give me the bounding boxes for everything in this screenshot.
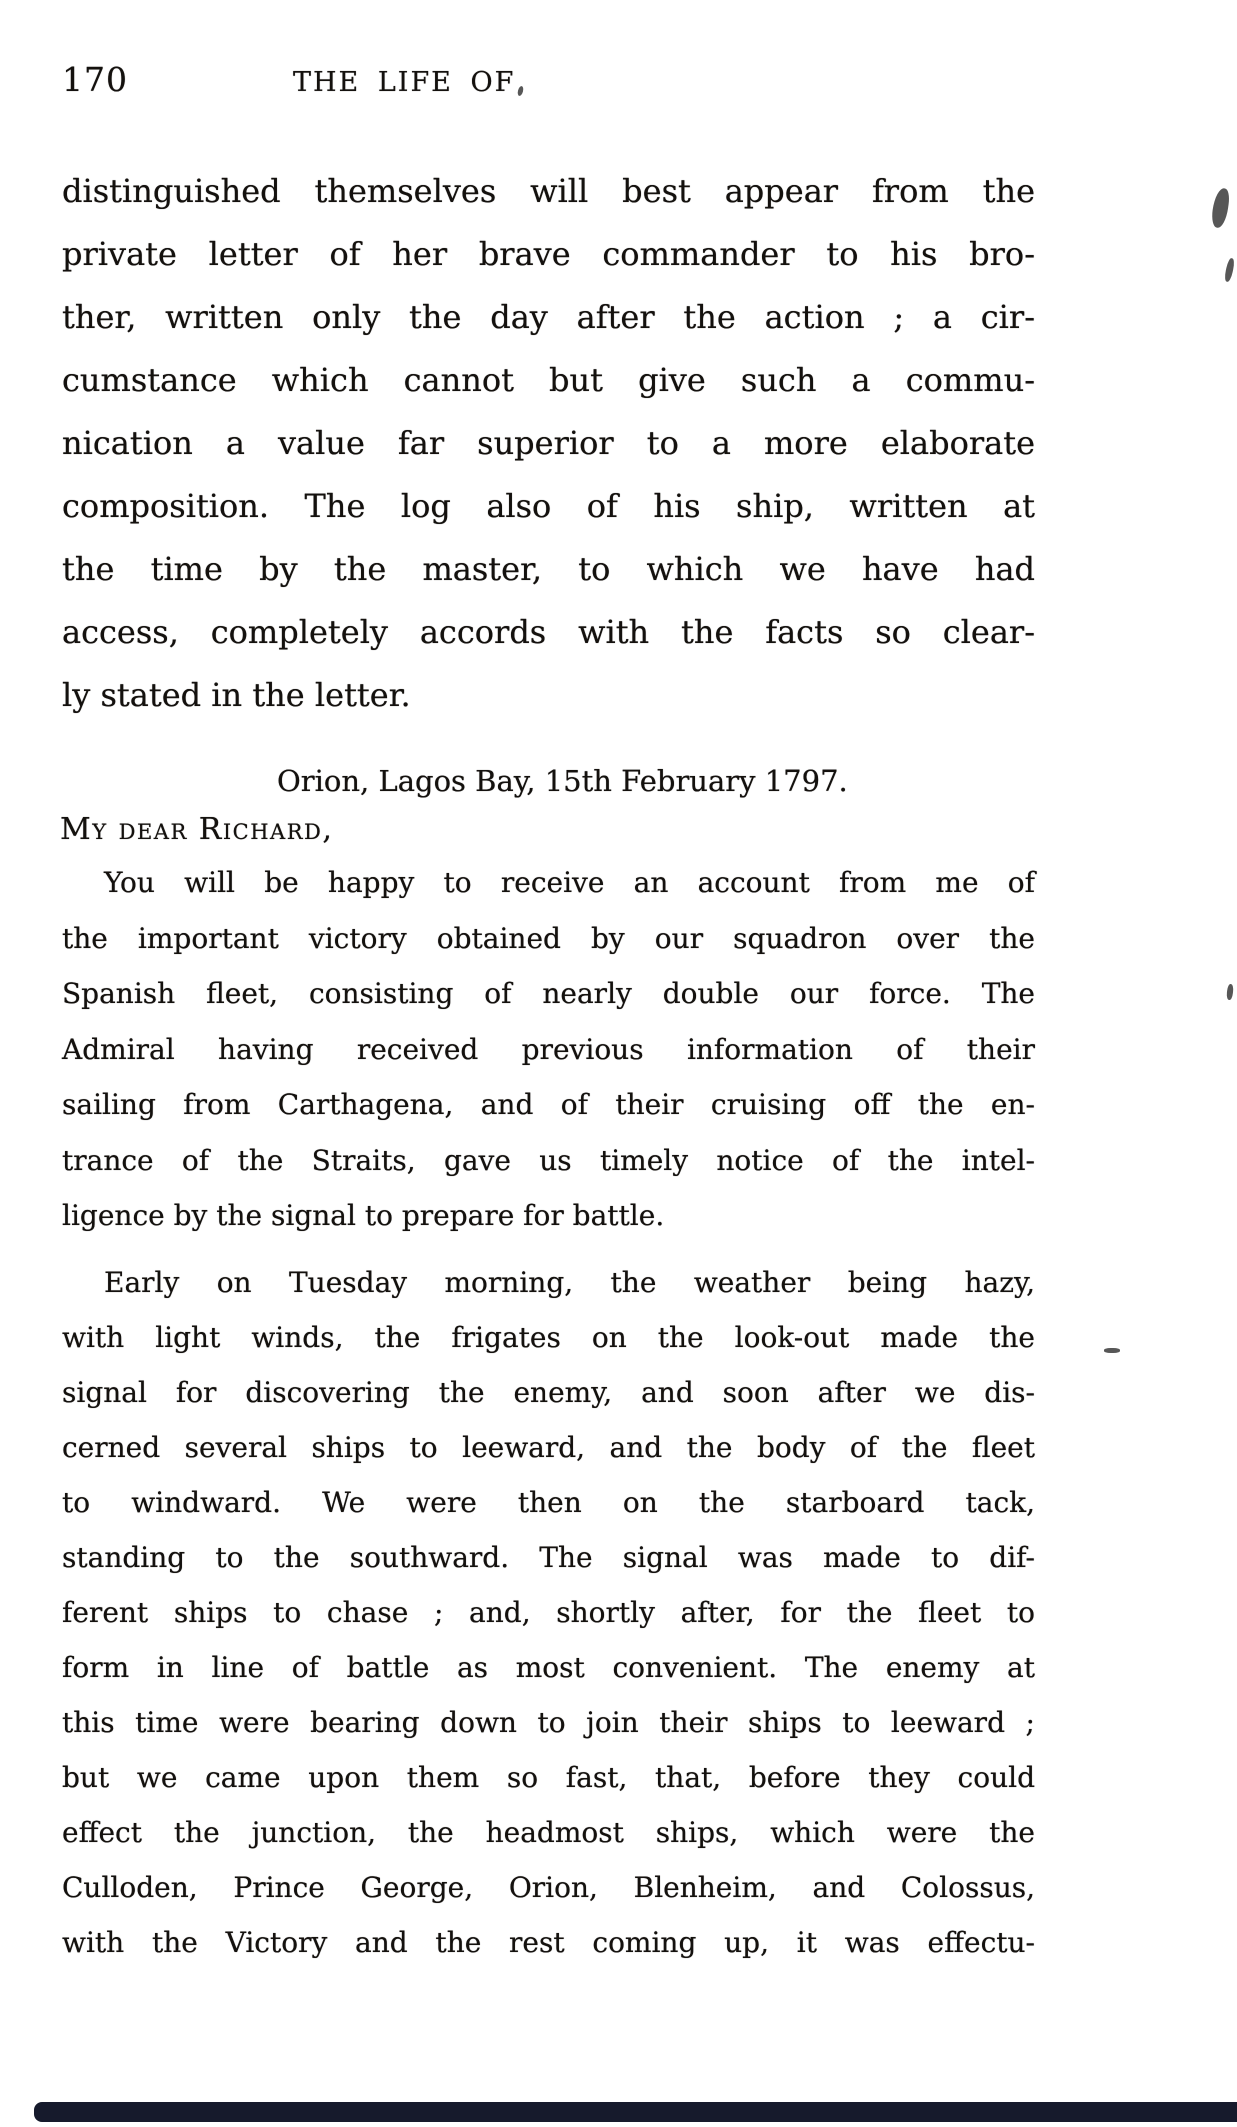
- text-line: Culloden, Prince George, Orion, Blenheim, and Colossus,: [62, 1871, 1035, 1904]
- ink-speck: [1210, 187, 1230, 229]
- text-line: with light winds, the frigates on the look-out made the: [62, 1321, 1035, 1354]
- text-line: the important victory obtained by our squadron over the: [62, 921, 1035, 955]
- text-line: standing to the southward. The signal was made to dif-: [62, 1541, 1035, 1574]
- text-line: to windward. We were then on the starboard tack,: [62, 1486, 1035, 1519]
- text-line: ly stated in the letter.: [62, 676, 411, 714]
- text-line: Early on Tuesday morning, the weather being hazy,: [104, 1266, 1035, 1299]
- text-line: private letter of her brave commander to his bro-: [62, 235, 1035, 273]
- text-line: nication a value far superior to a more elaborate: [62, 424, 1035, 462]
- text-line: signal for discovering the enemy, and soon after we dis-: [62, 1376, 1035, 1409]
- ink-speck: [1224, 258, 1236, 283]
- text-line: Spanish fleet, consisting of nearly double our force. The: [62, 977, 1035, 1010]
- text-line: with the Victory and the rest coming up, it was effectu-: [62, 1926, 1035, 1959]
- text-line: You will be happy to receive an account from me of: [104, 866, 1035, 899]
- letter-dateline: Orion, Lagos Bay, 15th February 1797.: [277, 764, 848, 798]
- text-line: cumstance which cannot but give such a commu-: [62, 361, 1035, 399]
- text-line: access, completely accords with the facts so clear-: [62, 613, 1035, 651]
- text-line: ther, written only the day after the action ; a cir-: [62, 298, 1035, 336]
- text-line: this time were bearing down to join their ships to leeward ;: [62, 1706, 1035, 1739]
- ink-speck: [1104, 1348, 1120, 1353]
- text-line: Admiral having received previous information of their: [62, 1032, 1035, 1066]
- text-line: composition. The log also of his ship, written at: [62, 487, 1035, 525]
- text-line: effect the junction, the headmost ships, which were the: [62, 1816, 1035, 1849]
- text-line: ligence by the signal to prepare for battle.: [62, 1199, 665, 1232]
- intro-paragraph: [62, 160, 1035, 727]
- letter-paragraph-1: [62, 855, 1035, 1244]
- text-line: form in line of battle as most convenient. The enemy at: [62, 1651, 1035, 1684]
- ink-speck: [1226, 984, 1234, 1001]
- running-header: THE LIFE OF: [293, 67, 516, 98]
- text-line: the time by the master, to which we have had: [62, 550, 1035, 588]
- text-line: cerned several ships to leeward, and the body of the fleet: [62, 1431, 1035, 1464]
- text-line: ferent ships to chase ; and, shortly after, for the fleet to: [62, 1596, 1035, 1629]
- page-number: 170: [62, 60, 128, 99]
- scan-edge-bar: [34, 2102, 1237, 2122]
- letter-paragraph-2: [62, 1255, 1035, 1970]
- text-line: sailing from Carthagena, and of their cruising off the en-: [62, 1088, 1035, 1121]
- letter-salutation: My dear Richard,: [60, 812, 334, 847]
- text-line: trance of the Straits, gave us timely notice of the intel-: [62, 1143, 1035, 1177]
- ink-speck: [517, 86, 524, 97]
- text-line: distinguished themselves will best appear from the: [62, 172, 1035, 210]
- text-line: but we came upon them so fast, that, before they could: [62, 1761, 1035, 1794]
